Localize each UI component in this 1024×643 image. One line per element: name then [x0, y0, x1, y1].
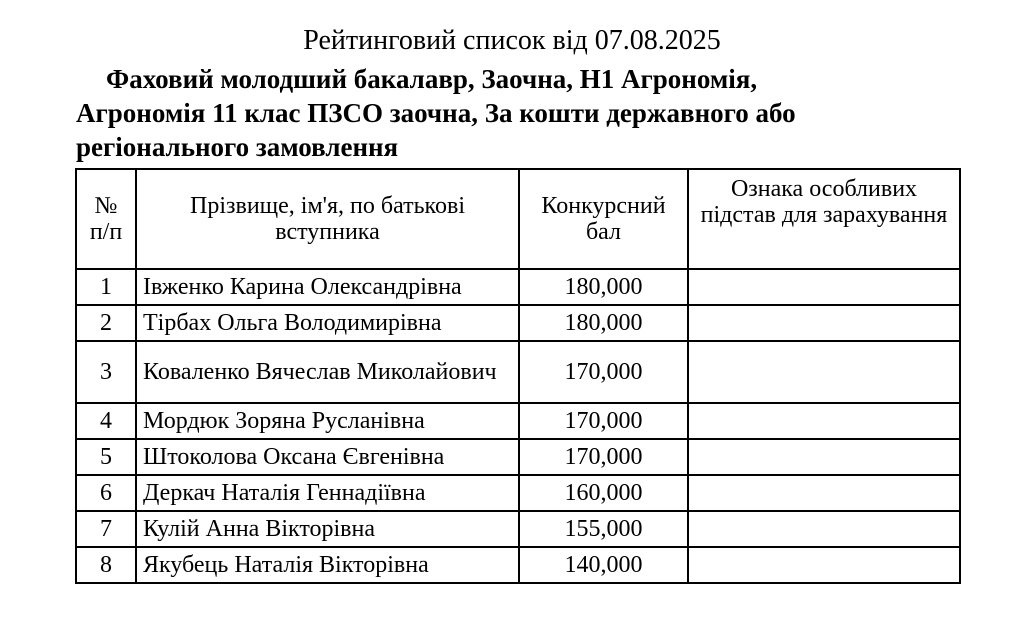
- cell-name: Мордюк Зоряна Русланівна: [136, 403, 519, 439]
- cell-num: 5: [76, 439, 136, 475]
- cell-score: 160,000: [519, 475, 688, 511]
- cell-special: [688, 269, 960, 305]
- cell-special: [688, 341, 960, 403]
- cell-special: [688, 475, 960, 511]
- cell-name: Івженко Карина Олександрівна: [136, 269, 519, 305]
- cell-score: 170,000: [519, 341, 688, 403]
- cell-num: 4: [76, 403, 136, 439]
- cell-num: 2: [76, 305, 136, 341]
- cell-special: [688, 547, 960, 583]
- table-row: [76, 439, 960, 475]
- cell-score: 140,000: [519, 547, 688, 583]
- header-name: Прізвище, ім'я, по батькові вступника: [136, 169, 519, 269]
- header-special: Ознака особливих підстав для зарахування: [688, 169, 960, 269]
- cell-special: [688, 403, 960, 439]
- cell-num: 6: [76, 475, 136, 511]
- table-row: [76, 475, 960, 511]
- cell-score: 180,000: [519, 269, 688, 305]
- cell-num: 8: [76, 547, 136, 583]
- cell-special: [688, 305, 960, 341]
- cell-name: Коваленко Вячеслав Миколайович: [136, 341, 519, 403]
- cell-name: Штоколова Оксана Євгенівна: [136, 439, 519, 475]
- cell-name: Тірбах Ольга Володимирівна: [136, 305, 519, 341]
- table-row: [76, 511, 960, 547]
- page-title: Рейтинговий список від 07.08.2025: [303, 25, 721, 56]
- table-row: [76, 269, 960, 305]
- table-row: [76, 403, 960, 439]
- cell-name: Якубець Наталія Вікторівна: [136, 547, 519, 583]
- cell-score: 170,000: [519, 403, 688, 439]
- table-header-row: [76, 169, 960, 269]
- cell-special: [688, 511, 960, 547]
- header-score: Конкурсний бал: [519, 169, 688, 269]
- cell-name: Кулій Анна Вікторівна: [136, 511, 519, 547]
- table-row: [76, 305, 960, 341]
- subtitle-line: регіонального замовлення: [76, 132, 399, 162]
- table-row: [76, 341, 960, 403]
- cell-score: 155,000: [519, 511, 688, 547]
- subtitle-line: Агрономія 11 клас ПЗСО заочна, За кошти державного або: [76, 98, 796, 128]
- subtitle-line: Фаховий молодший бакалавр, Заочна, H1 Агрономія,: [106, 64, 758, 94]
- ranking-table: [75, 168, 961, 584]
- cell-num: 3: [76, 341, 136, 403]
- cell-score: 180,000: [519, 305, 688, 341]
- table-row: [76, 547, 960, 583]
- program-subtitle: [76, 62, 956, 164]
- cell-name: Деркач Наталія Геннадіївна: [136, 475, 519, 511]
- cell-score: 170,000: [519, 439, 688, 475]
- header-num: № п/п: [76, 169, 136, 269]
- cell-num: 7: [76, 511, 136, 547]
- cell-num: 1: [76, 269, 136, 305]
- cell-special: [688, 439, 960, 475]
